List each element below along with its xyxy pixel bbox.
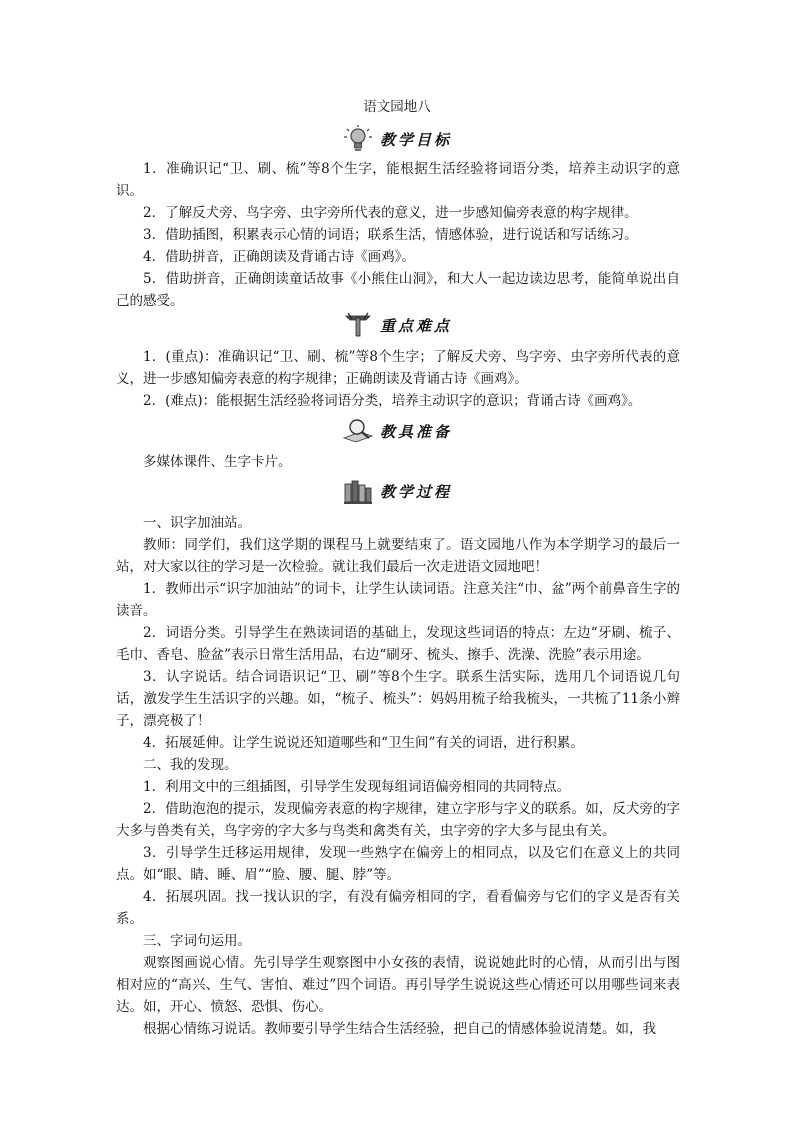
materials-list	[116, 451, 680, 473]
pencil-marker-icon	[342, 310, 374, 340]
list-item: 2．借助泡泡的提示，发现偏旁表意的构字规律，建立字形与字义的联系。如，反犬旁的字大多与兽类有关，鸟字旁的字大多与鸟类和禽类有关，虫字旁的字大多与昆虫有关。	[116, 801, 680, 839]
section-heading-label: 重点难点	[379, 316, 452, 335]
list-item: 4．拓展巩固。找一找认识的字，有没有偏旁相同的字，看看偏旁与它们的字义是否有关系。	[116, 889, 680, 927]
goals-list	[116, 158, 680, 312]
section-heading-label: 教学过程	[379, 482, 452, 501]
section-heading-label: 教具准备	[379, 422, 452, 441]
section-heading-materials	[0, 416, 794, 450]
key-points-list	[116, 346, 680, 412]
list-item: 2．(难点)：能根据生活经验将词语分类，培养主动识字的意识；背诵古诗《画鸡》。	[143, 393, 642, 409]
list-item: 教师：同学们，我们这学期的课程马上就要结束了。语文园地八作为本学期学习的最后一站，对大家以往的学习是一次检验。就让我们最后一次走进语文园地吧！	[116, 537, 680, 575]
list-item: 2．了解反犬旁、鸟字旁、虫字旁所代表的意义，进一步感知偏旁表意的构字规律。	[143, 205, 638, 221]
lightbulb-icon	[342, 124, 374, 154]
list-item: 2．词语分类。引导学生在熟读词语的基础上，发现这些词语的特点：左边“牙刷、梳子、毛巾、香皂、脸盆”表示日常生活用品，右边“刷牙、梳头、擦手、洗澡、洗脸”表示用途。	[116, 625, 680, 663]
list-item: 1．(重点)：准确识记“卫、刷、梳”等8个生字；了解反犬旁、鸟字旁、虫字旁所代表的意义，进一步感知偏旁表意的构字规律；正确朗读及背诵古诗《画鸡》。	[116, 349, 680, 387]
section-heading-process	[0, 476, 794, 510]
list-item: 5．借助拼音，正确朗读童话故事《小熊住山洞》，和大人一起边读边思考，能简单说出自己的感受。	[116, 271, 680, 309]
magnifier-book-icon	[342, 416, 374, 446]
page-title: 语文园地八	[363, 99, 431, 115]
section-heading-label: 教学目标	[379, 130, 452, 149]
books-stack-icon	[342, 476, 374, 506]
list-item: 4．借助拼音，正确朗读及背诵古诗《画鸡》。	[143, 249, 415, 265]
process-list	[116, 512, 680, 1040]
list-item: 一、识字加油站。	[143, 515, 251, 531]
list-item: 3．认字说话。结合词语识记“卫、刷”等8个生字。联系生活实际，选用几个词语说几句话，激发学生生活识字的兴趣。如，“梳子、梳头”：妈妈用梳子给我梳头，一共梳了11条小辫子，漂亮极了！	[116, 669, 680, 729]
list-item: 三、字词句运用。	[143, 933, 251, 949]
list-item: 多媒体课件、生字卡片。	[143, 454, 292, 470]
list-item: 3．借助插图，积累表示心情的词语；联系生活，情感体验，进行说话和写话练习。	[143, 227, 638, 243]
list-item: 观察图画说心情。先引导学生观察图中小女孩的表情，说说她此时的心情，从而引出与图相对应的“高兴、生气、害怕、难过”四个词语。再引导学生说说这些心情还可以用哪些词来表达。如，开心、愤怒、恐惧、伤心。	[116, 955, 680, 1015]
list-item: 4．拓展延伸。让学生说说还知道哪些和“卫生间”有关的词语，进行积累。	[143, 735, 584, 751]
list-item: 二、我的发现。	[143, 757, 238, 773]
list-item: 1．利用文中的三组插图，引导学生发现每组词语偏旁相同的共同特点。	[143, 779, 571, 795]
list-item: 根据心情练习说话。教师要引导学生结合生活经验，把自己的情感体验说清楚。如，我	[143, 1021, 656, 1037]
list-item: 1．准确识记“卫、刷、梳”等8个生字，能根据生活经验将词语分类，培养主动识字的意识。	[116, 161, 680, 199]
section-heading-key-points	[0, 310, 794, 344]
list-item: 1．教师出示“识字加油站”的词卡，让学生认读词语。注意关注“巾、盆”两个前鼻音生字的读音。	[116, 581, 680, 619]
list-item: 3．引导学生迁移运用规律，发现一些熟字在偏旁上的相同点，以及它们在意义上的共同点。如“眼、睛、睡、眉”“脸、腰、腿、脖”等。	[116, 845, 680, 883]
section-heading-goals	[0, 124, 794, 158]
